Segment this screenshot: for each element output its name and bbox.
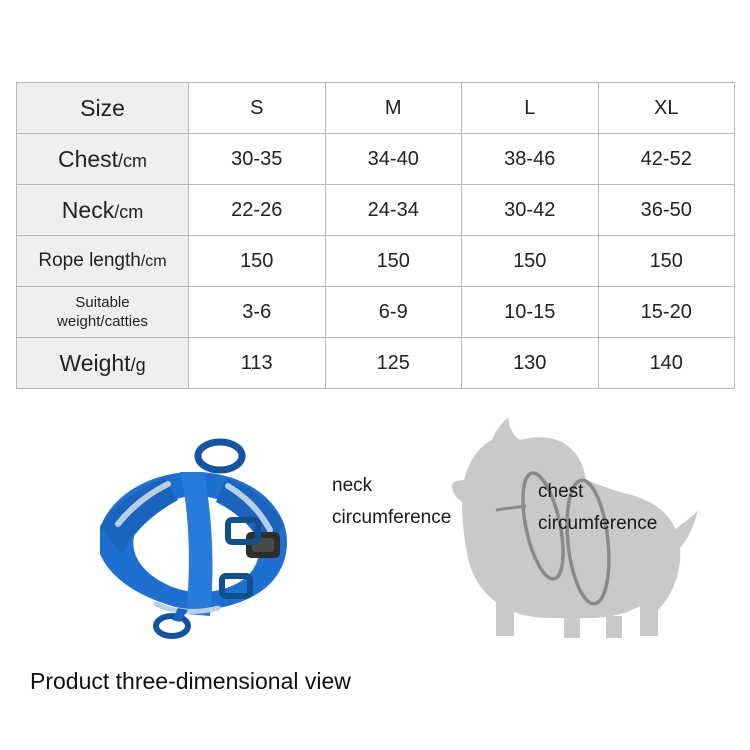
cell-neck-s: 22-26 [189, 185, 326, 236]
cell-rope-m: 150 [325, 236, 462, 287]
row-unit-text: /g [130, 354, 146, 375]
chest-label-line2: circumference [538, 513, 658, 534]
row-label-weight [17, 338, 189, 389]
table-row [17, 134, 735, 185]
cell-chest-s: 30-35 [189, 134, 326, 185]
cell-chest-xl: 42-52 [598, 134, 735, 185]
cell-weight-m: 125 [325, 338, 462, 389]
neck-label-line2: circumference [332, 507, 452, 528]
size-header-label: Size [80, 94, 125, 121]
chest-circumference-label [538, 476, 708, 540]
cell-chest-l: 38-46 [462, 134, 599, 185]
row-label-neck [17, 185, 189, 236]
cell-weight-l: 130 [462, 338, 599, 389]
row-label-text: Chest [57, 145, 119, 172]
cell-rope-l: 150 [462, 236, 599, 287]
row-label-text: Neck [61, 196, 115, 223]
row-label-text: Suitable [75, 294, 130, 311]
cell-rope-s: 150 [189, 236, 326, 287]
neck-label-line1: neck [332, 475, 373, 496]
table-header-col-m: M [325, 83, 462, 134]
row-unit-text: /cm [140, 253, 167, 270]
table-header-col-s: S [189, 83, 326, 134]
row-label-text: Rope length [38, 250, 141, 271]
cell-suitable-xl: 15-20 [598, 287, 735, 338]
cell-suitable-m: 6-9 [325, 287, 462, 338]
cell-weight-xl: 140 [598, 338, 735, 389]
table-header-label-cell [17, 83, 189, 134]
size-table [16, 82, 735, 389]
table-header-row [17, 83, 735, 134]
table-row [17, 236, 735, 287]
row-unit-text: /cm [118, 150, 148, 171]
table-row [17, 185, 735, 236]
row-label-rope-length [17, 236, 189, 287]
row-label-suitable-weight [17, 287, 189, 338]
cell-weight-s: 113 [189, 338, 326, 389]
illustration-area [0, 398, 750, 678]
cell-neck-xl: 36-50 [598, 185, 735, 236]
cell-chest-m: 34-40 [325, 134, 462, 185]
cell-suitable-l: 10-15 [462, 287, 599, 338]
cell-suitable-s: 3-6 [189, 287, 326, 338]
table-row [17, 338, 735, 389]
row-label-chest [17, 134, 189, 185]
neck-circumference-label [332, 470, 492, 534]
table-row [17, 287, 735, 338]
table-header-col-xl: XL [598, 83, 735, 134]
cell-neck-m: 24-34 [325, 185, 462, 236]
row-unit-text: weight/catties [57, 313, 148, 330]
page-caption: Product three-dimensional view [30, 668, 351, 694]
row-label-text: Weight [59, 349, 131, 376]
size-table-container [16, 82, 734, 389]
chest-label-line1: chest [538, 481, 584, 502]
cell-rope-xl: 150 [598, 236, 735, 287]
table-header-col-l: L [462, 83, 599, 134]
cell-neck-l: 30-42 [462, 185, 599, 236]
row-unit-text: /cm [114, 201, 144, 222]
dog-harness-icon [60, 408, 320, 658]
